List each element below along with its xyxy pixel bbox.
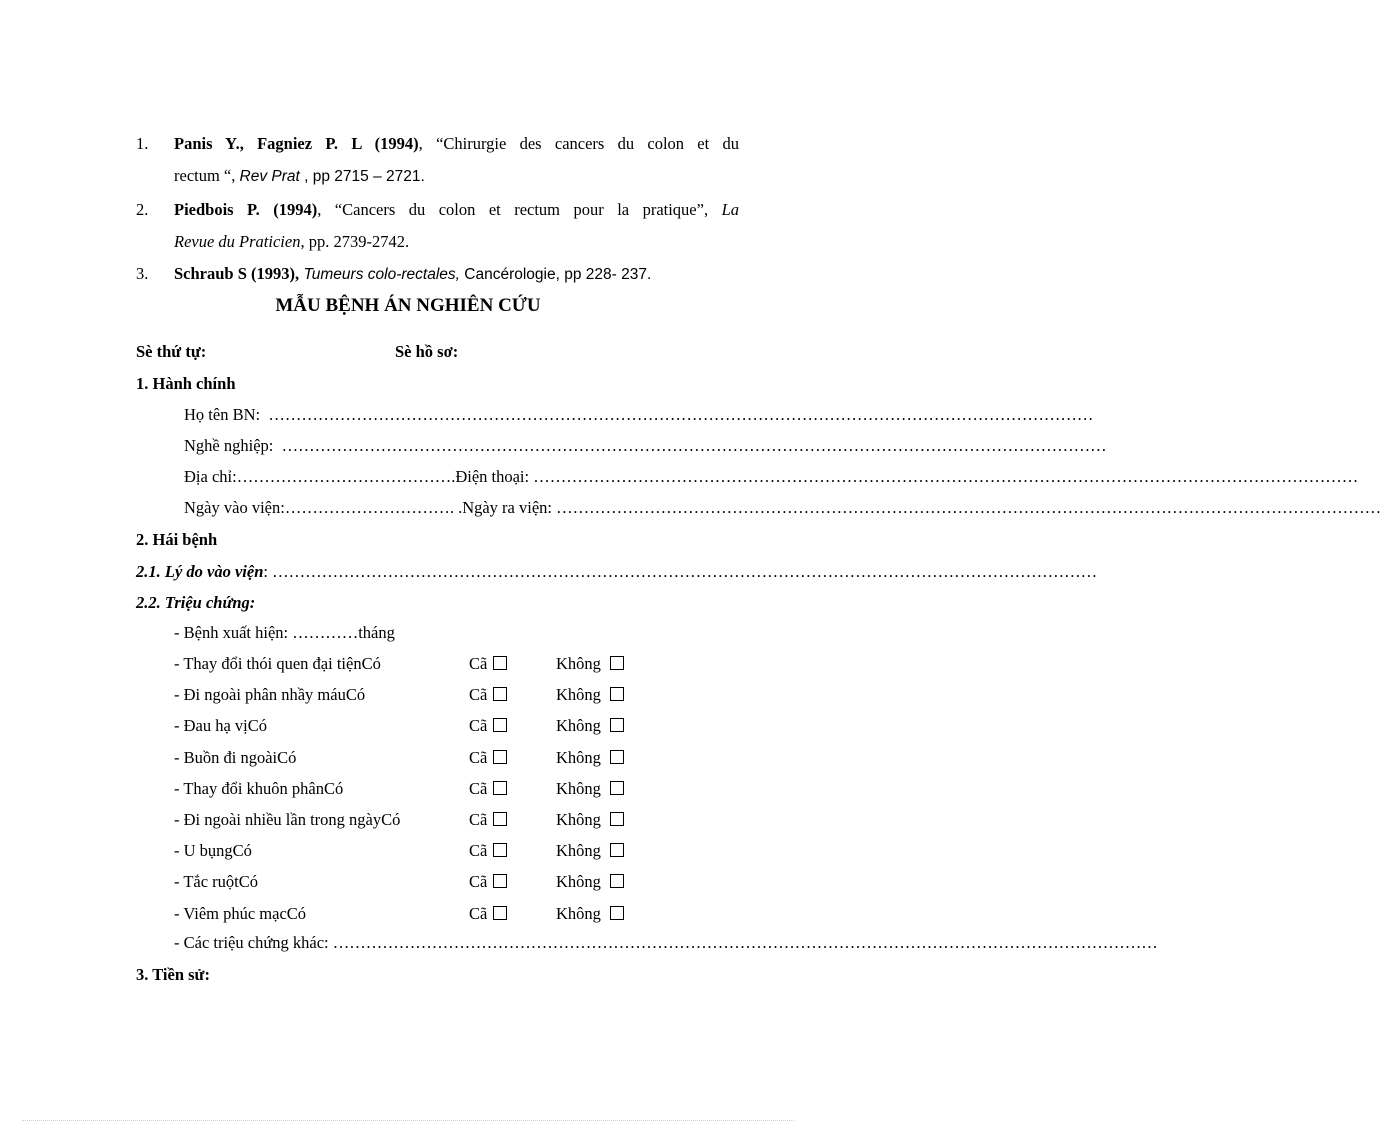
reference-number: 1.	[136, 134, 149, 153]
yes-option[interactable]	[469, 810, 507, 830]
field-label: - Các triệu chứng khác:	[174, 933, 329, 952]
reference-pages: , pp 2715 – 2721.	[299, 168, 425, 185]
yes-label: Cã	[469, 841, 488, 860]
yes-label: Cã	[469, 872, 488, 891]
yes-checkbox[interactable]	[493, 656, 507, 670]
fill-line: ……………………………………………………………………………………………………………………………………	[268, 405, 1094, 424]
reference-title: , “Chirurgie des cancers du colon et du	[418, 134, 739, 153]
reference-title: , “Cancers du colon et rectum pour la pratique”,	[317, 200, 722, 219]
symptom-label: - Tắc ruộtCó	[174, 872, 259, 891]
no-option[interactable]	[556, 779, 624, 799]
symptom-label: - U bụngCó	[174, 841, 252, 860]
no-option[interactable]	[556, 685, 624, 705]
hoso-label: Sè hồ sơ:	[395, 342, 459, 361]
field-label: 2.1. Lý do vào viện	[136, 562, 264, 581]
no-checkbox[interactable]	[610, 656, 624, 670]
reference-3-line-1	[174, 264, 651, 285]
yes-checkbox[interactable]	[493, 687, 507, 701]
reference-journal: Rev Prat	[239, 168, 300, 185]
section-heading: 3. Tiền sử:	[136, 965, 210, 984]
yes-option[interactable]	[469, 904, 507, 924]
no-label: Không	[556, 654, 601, 673]
no-checkbox[interactable]	[610, 843, 624, 857]
no-option[interactable]	[556, 872, 624, 892]
field-label: Ngày ra viện:	[462, 498, 552, 517]
symptom-label: - Thay đổi thói quen đại tiệnCó	[174, 654, 381, 673]
field-label: Họ tên BN:	[184, 405, 261, 424]
no-label: Không	[556, 685, 601, 704]
field-colon: :	[263, 562, 268, 581]
section-heading: 2. Hái bệnh	[136, 530, 218, 549]
yes-option[interactable]	[469, 748, 507, 768]
yes-option[interactable]	[469, 841, 507, 861]
yes-label: Cã	[469, 654, 488, 673]
reference-2-line-1	[174, 200, 739, 220]
reference-1-line-2	[174, 166, 425, 187]
fill-line: ……………………………………………………………………………………………………………………………………	[533, 467, 1359, 486]
yes-label: Cã	[469, 685, 488, 704]
yes-checkbox[interactable]	[493, 906, 507, 920]
reference-text: rectum “,	[174, 166, 240, 185]
yes-option[interactable]	[469, 716, 507, 736]
onset-field[interactable]: - Bệnh xuất hiện: …………tháng	[174, 623, 395, 642]
no-checkbox[interactable]	[610, 812, 624, 826]
field-label: Địa chỉ:	[184, 467, 237, 486]
yes-option[interactable]	[469, 872, 507, 892]
symptom-label: - Đi ngoài phân nhầy máuCó	[174, 685, 366, 704]
occupation-field[interactable]	[184, 436, 1107, 456]
reference-pages: Cancérologie, pp 228- 237.	[459, 266, 652, 283]
stt-label: Sè thứ tự:	[136, 342, 207, 361]
page-edge-rule	[22, 1120, 794, 1121]
field-label: Nghề nghiệp:	[184, 436, 274, 455]
yes-label: Cã	[469, 748, 488, 767]
no-option[interactable]	[556, 716, 624, 736]
reference-2-line-2	[174, 232, 409, 252]
no-label: Không	[556, 779, 601, 798]
other-symptoms-field[interactable]	[174, 933, 1158, 953]
admission-reason-field[interactable]	[136, 562, 1098, 582]
address-phone-field[interactable]	[184, 467, 1359, 487]
no-label: Không	[556, 904, 601, 923]
yes-checkbox[interactable]	[493, 874, 507, 888]
yes-checkbox[interactable]	[493, 718, 507, 732]
no-checkbox[interactable]	[610, 687, 624, 701]
symptom-label: - Đau hạ vịCó	[174, 716, 268, 735]
reference-journal: Tumeurs colo-rectales,	[299, 266, 460, 283]
reference-number: 2.	[136, 200, 149, 219]
patient-name-field[interactable]	[184, 405, 1094, 425]
yes-label: Cã	[469, 779, 488, 798]
no-checkbox[interactable]	[610, 906, 624, 920]
reference-authors: Schraub S (1993),	[174, 264, 300, 283]
no-checkbox[interactable]	[610, 874, 624, 888]
fill-line: ……………………………………………………………………………………………………………………………………	[281, 436, 1107, 455]
yes-checkbox[interactable]	[493, 781, 507, 795]
no-option[interactable]	[556, 904, 624, 924]
no-option[interactable]	[556, 841, 624, 861]
symptom-label: - Viêm phúc mạcCó	[174, 904, 307, 923]
admission-discharge-field[interactable]	[184, 498, 1381, 518]
field-label: Điện thoại:	[455, 467, 530, 486]
yes-label: Cã	[469, 904, 488, 923]
no-option[interactable]	[556, 748, 624, 768]
yes-option[interactable]	[469, 654, 507, 674]
yes-checkbox[interactable]	[493, 750, 507, 764]
reference-pages: , pp. 2739-2742.	[300, 232, 410, 251]
symptom-label: - Buồn đi ngoàiCó	[174, 748, 297, 767]
reference-authors: Panis Y., Fagniez P. L (1994)	[174, 134, 419, 153]
no-label: Không	[556, 716, 601, 735]
yes-label: Cã	[469, 810, 488, 829]
yes-option[interactable]	[469, 685, 507, 705]
no-label: Không	[556, 841, 601, 860]
form-title: MẪU BỆNH ÁN NGHIÊN CỨU	[275, 295, 541, 316]
yes-label: Cã	[469, 716, 488, 735]
no-checkbox[interactable]	[610, 718, 624, 732]
no-option[interactable]	[556, 654, 624, 674]
symptom-label: - Đi ngoài nhiều lần trong ngàyCó	[174, 810, 401, 829]
section-heading: 1. Hành chính	[136, 374, 236, 393]
reference-number: 3.	[136, 264, 149, 283]
fill-line: ……………………………………………………………………………………………………………………………………	[332, 933, 1158, 952]
fill-line: …………………………. .	[284, 498, 463, 517]
symptoms-heading: 2.2. Triệu chứng:	[136, 593, 256, 612]
yes-checkbox[interactable]	[493, 812, 507, 826]
no-option[interactable]	[556, 810, 624, 830]
reference-authors: Piedbois P. (1994)	[174, 200, 318, 219]
no-checkbox[interactable]	[610, 781, 624, 795]
no-label: Không	[556, 872, 601, 891]
fill-line: ………………………………….	[236, 467, 456, 486]
no-label: Không	[556, 748, 601, 767]
reference-journal: La	[721, 200, 739, 219]
no-checkbox[interactable]	[610, 750, 624, 764]
yes-option[interactable]	[469, 779, 507, 799]
yes-checkbox[interactable]	[493, 843, 507, 857]
no-label: Không	[556, 810, 601, 829]
reference-journal: Revue du Praticien	[174, 232, 301, 251]
reference-1-line-1	[174, 134, 739, 154]
symptom-label: - Thay đổi khuôn phânCó	[174, 779, 344, 798]
fill-line: ……………………………………………………………………………………………………………………………………	[272, 562, 1098, 581]
fill-line: ……………………………………………………………………………………………………………………………………	[556, 498, 1381, 517]
field-label: Ngày vào viện:	[184, 498, 285, 517]
